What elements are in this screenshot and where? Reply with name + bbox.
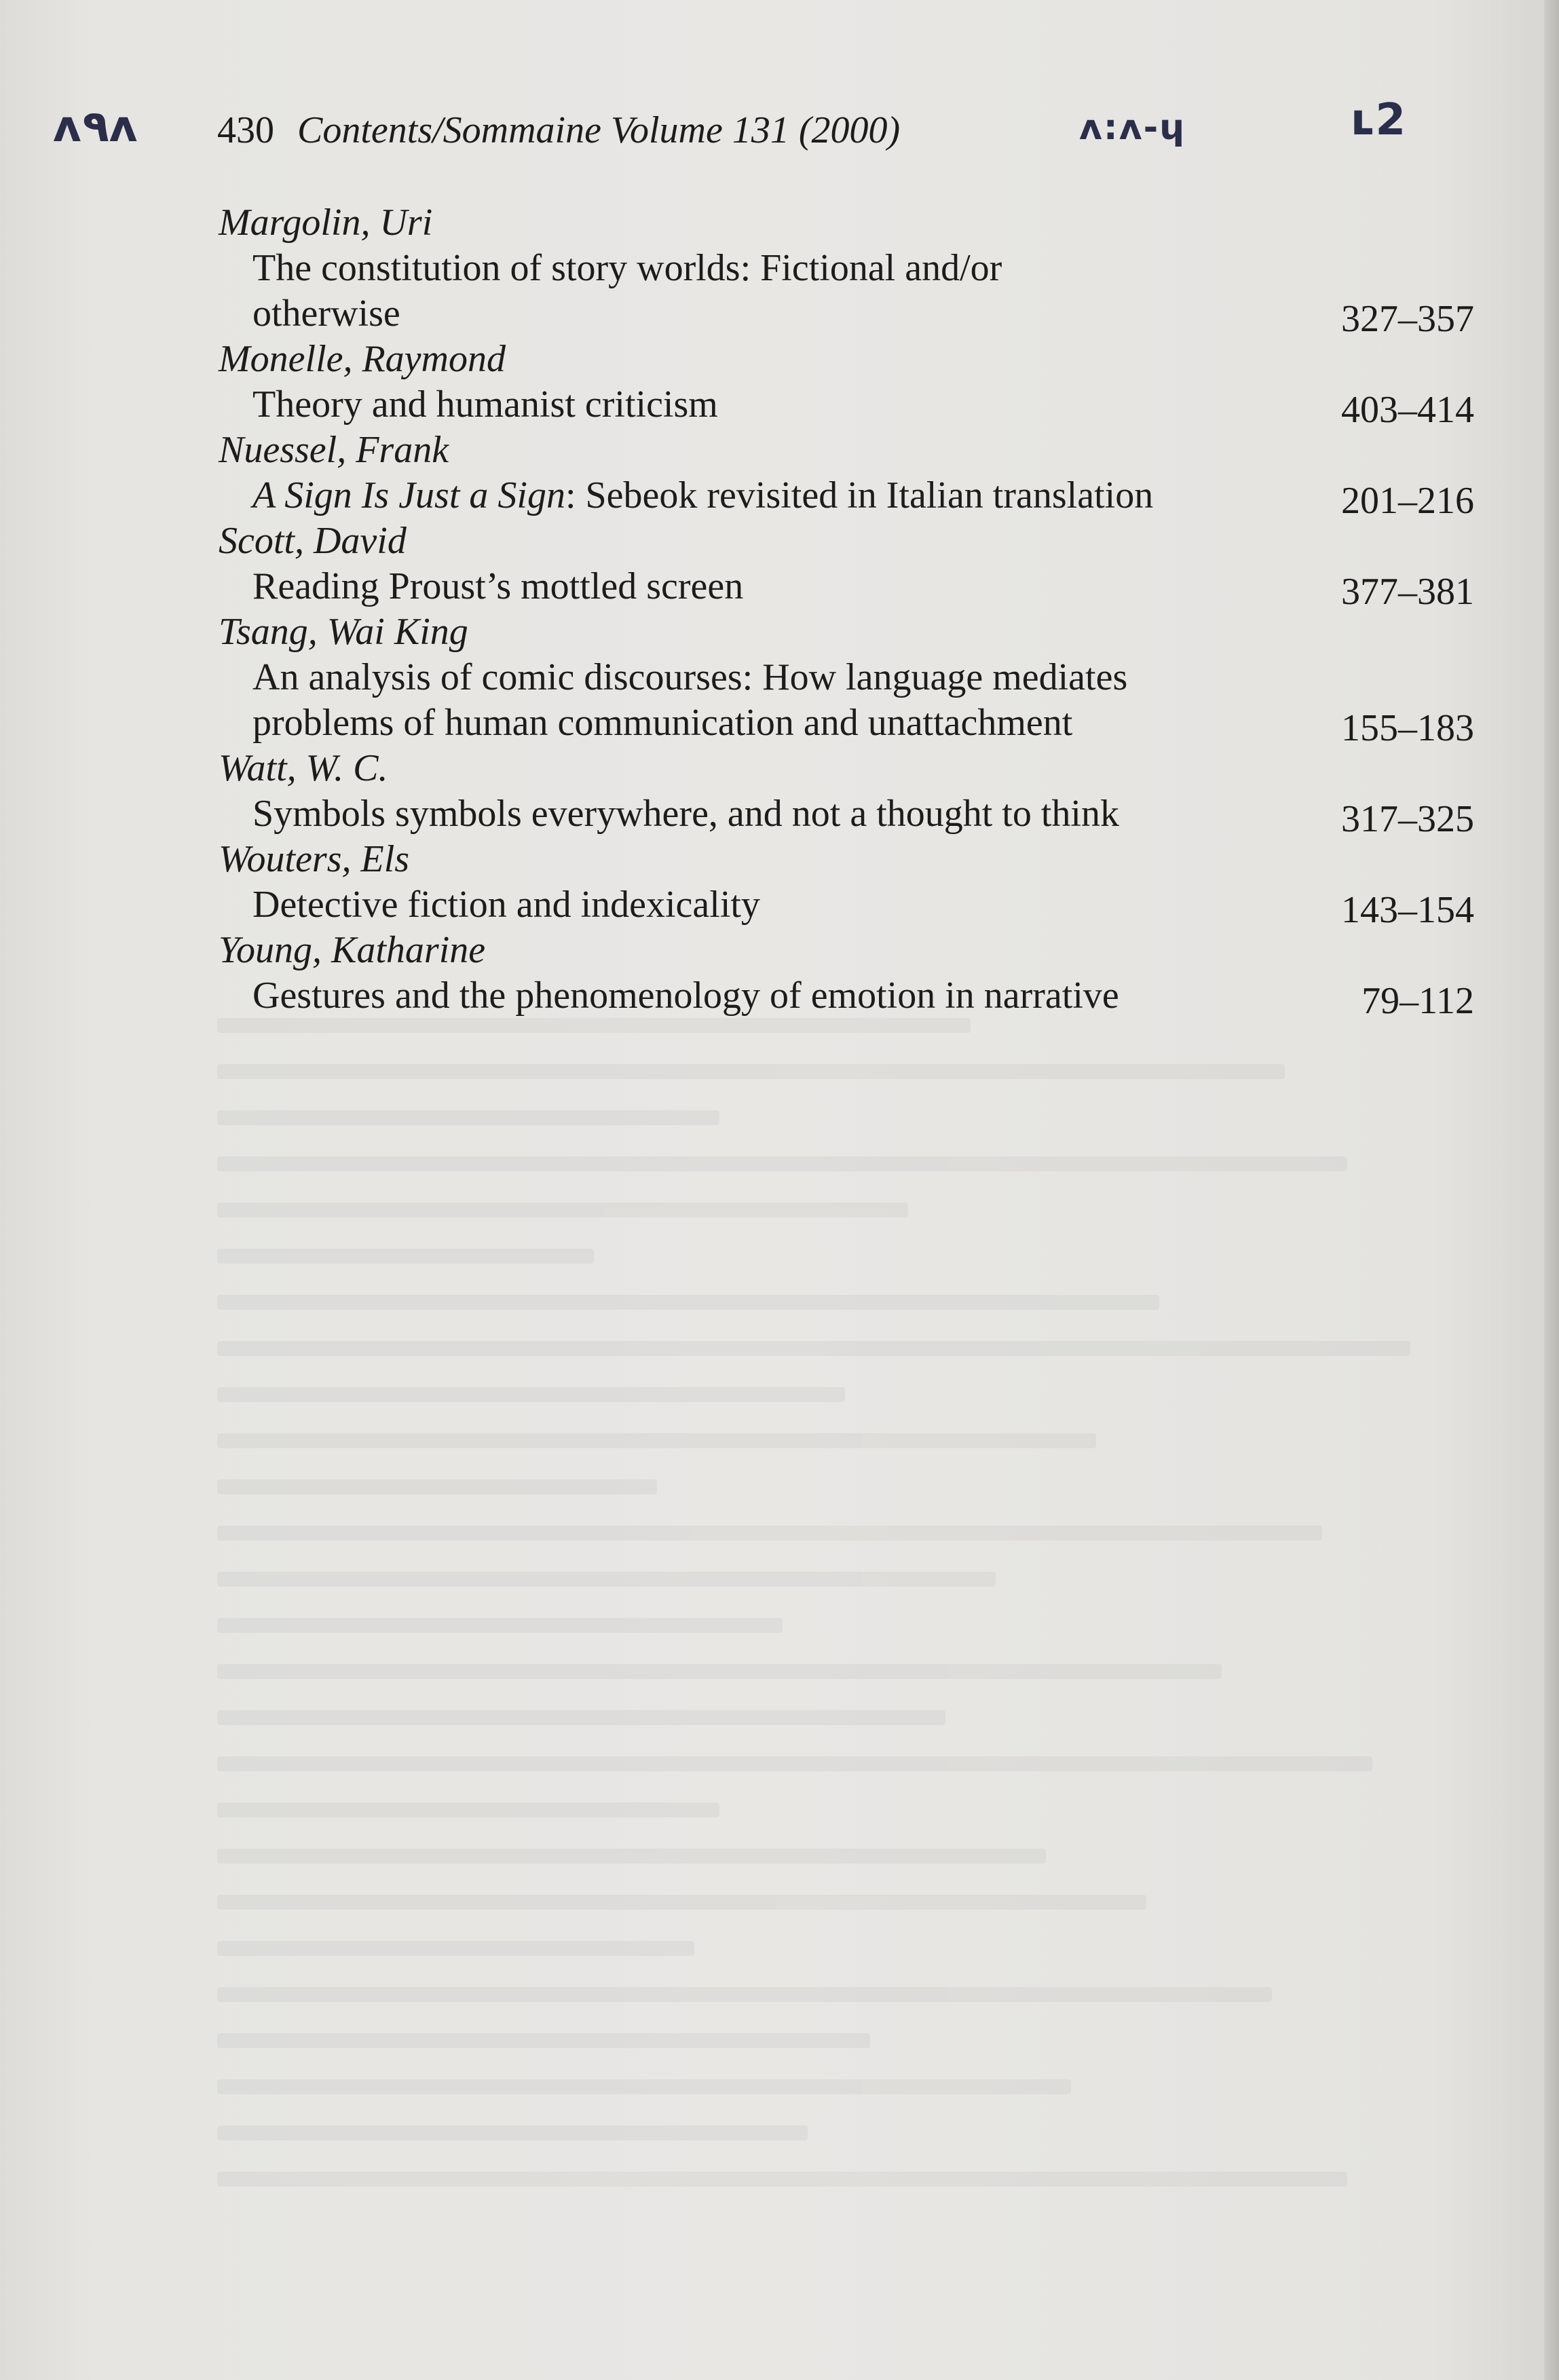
contents-entry [219, 609, 1474, 749]
entry-author: Margolin, Uri [219, 202, 433, 244]
show-through-line [217, 1341, 1410, 1356]
entry-title-line [219, 246, 1474, 291]
show-through-line [217, 1110, 719, 1125]
entry-title-text: Symbols symbols everywhere, and not a thought to think [252, 793, 1119, 835]
entry-author: Watt, W. C. [219, 747, 388, 789]
show-through-line [217, 2079, 1071, 2094]
entry-title-line [219, 973, 1474, 1022]
show-through-line [217, 1249, 594, 1264]
show-through-line [217, 1203, 908, 1217]
show-through-line [217, 1664, 1222, 1679]
show-through-line [217, 1156, 1347, 1171]
handwritten-annotation-middle: ʌ:ʌ-ɥ [1079, 107, 1186, 148]
entry-author: Tsang, Wai King [219, 611, 468, 653]
entry-title-text: Detective fiction and indexicality [252, 884, 760, 926]
entry-pages: 79–112 [1361, 980, 1474, 1022]
page-number: 430 [217, 109, 274, 151]
entry-author: Monelle, Raymond [219, 338, 506, 380]
entry-title-text: An analysis of comic discourses: How language mediates [252, 656, 1128, 698]
running-title: Contents/Sommaine Volume 131 (2000) [297, 109, 901, 151]
entry-title-text: Theory and humanist criticism [252, 383, 718, 426]
show-through-line [217, 1064, 1285, 1079]
entry-title-line [219, 473, 1474, 522]
entry-author: Wouters, Els [219, 838, 410, 880]
entry-pages: 317–325 [1341, 798, 1474, 840]
entry-pages: 201–216 [1341, 480, 1474, 522]
show-through-line [217, 1479, 657, 1494]
entry-title-line [219, 655, 1474, 700]
entry-author: Nuessel, Frank [219, 429, 449, 471]
show-through-line [217, 2126, 808, 2140]
show-through-line [217, 1433, 1096, 1448]
entry-pages: 377–381 [1341, 571, 1474, 613]
show-through-line [217, 1941, 694, 1956]
entry-author: Young, Katharine [219, 929, 486, 971]
entry-title-line [219, 700, 1474, 749]
entry-title-text: : Sebeok revisited in Italian translation [565, 474, 1154, 516]
show-through-line [217, 1849, 1046, 1864]
entry-title-italic: A Sign Is Just a Sign [252, 474, 565, 516]
handwritten-annotation-left: ʌ۹ʌ [53, 102, 139, 152]
entry-title-text: otherwise [252, 292, 400, 335]
show-through-line [217, 1526, 1322, 1541]
handwritten-annotation-right: ʟ2 [1351, 95, 1408, 145]
contents-entry [219, 746, 1474, 840]
entry-title-text: The constitution of story worlds: Fictional and/or [252, 247, 1002, 289]
show-through-line [217, 1710, 945, 1725]
show-through-line [217, 1387, 845, 1402]
contents-list [219, 200, 1474, 1022]
contents-entry [219, 337, 1474, 431]
contents-entry [219, 837, 1474, 931]
entry-pages: 155–183 [1341, 707, 1474, 749]
contents-entry [219, 518, 1474, 613]
show-through-line [217, 1018, 971, 1033]
show-through-line [217, 2033, 870, 2048]
page-edge [1544, 0, 1559, 2380]
contents-entry [219, 428, 1474, 522]
show-through-line [217, 1987, 1272, 2002]
entry-title-line [219, 564, 1474, 613]
entry-pages: 403–414 [1341, 389, 1474, 431]
show-through-line [217, 1802, 719, 1817]
entry-title-text: problems of human communication and unattachment [252, 702, 1073, 744]
entry-title-line [219, 382, 1474, 431]
show-through-line [217, 2172, 1347, 2187]
show-through-line [217, 1895, 1146, 1910]
entry-author: Scott, David [219, 520, 407, 562]
entry-title-text: Reading Proust’s mottled screen [252, 565, 744, 607]
show-through-line [217, 1756, 1372, 1771]
page-header [217, 109, 900, 152]
entry-title-line [219, 791, 1474, 840]
entry-pages: 327–357 [1341, 298, 1474, 340]
contents-entry [219, 928, 1474, 1022]
contents-entry [219, 200, 1474, 340]
entry-title-line [219, 882, 1474, 931]
show-through-line [217, 1572, 996, 1587]
entry-title-line [219, 291, 1474, 340]
show-through-text [217, 1018, 1473, 2240]
entry-title-text: Gestures and the phenomenology of emotion in narrative [252, 975, 1119, 1017]
show-through-line [217, 1618, 783, 1633]
show-through-line [217, 1295, 1159, 1310]
entry-pages: 143–154 [1341, 889, 1474, 931]
